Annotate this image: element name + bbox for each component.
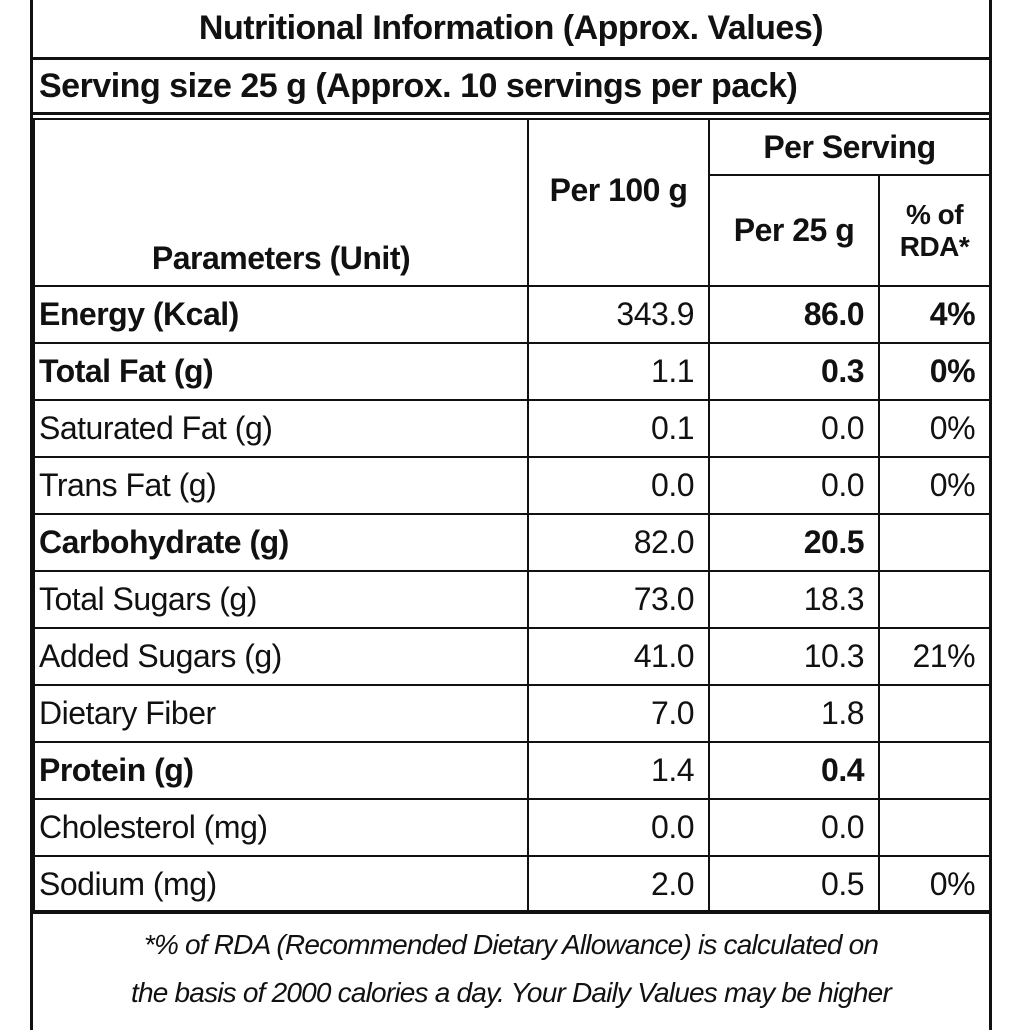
param-cell: Carbohydrate (g) bbox=[34, 514, 528, 571]
per100-cell: 41.0 bbox=[528, 628, 709, 685]
footnote bbox=[33, 910, 989, 1017]
per100-cell: 343.9 bbox=[528, 286, 709, 343]
per100-cell: 0.0 bbox=[528, 457, 709, 514]
rda-cell: 0% bbox=[879, 343, 990, 400]
param-cell: Cholesterol (mg) bbox=[34, 799, 528, 856]
per100-cell: 1.4 bbox=[528, 742, 709, 799]
table-row bbox=[34, 571, 990, 628]
rda-cell: 21% bbox=[879, 628, 990, 685]
nutrition-rows bbox=[34, 286, 990, 913]
per100-cell: 2.0 bbox=[528, 856, 709, 913]
param-cell: Trans Fat (g) bbox=[34, 457, 528, 514]
table-row bbox=[34, 685, 990, 742]
param-cell: Saturated Fat (g) bbox=[34, 400, 528, 457]
table-row bbox=[34, 628, 990, 685]
header-per-serving: Per Serving bbox=[709, 119, 990, 175]
table-row bbox=[34, 856, 990, 913]
table-row bbox=[34, 799, 990, 856]
table-row bbox=[34, 742, 990, 799]
rda-cell bbox=[879, 571, 990, 628]
per25-cell: 0.0 bbox=[709, 457, 879, 514]
rda-cell: 0% bbox=[879, 856, 990, 913]
per100-cell: 0.0 bbox=[528, 799, 709, 856]
per25-cell: 0.0 bbox=[709, 400, 879, 457]
table-row bbox=[34, 400, 990, 457]
footnote-line: the basis of 2000 calories a day. Your Daily Values may be higher bbox=[131, 977, 891, 1008]
rda-cell bbox=[879, 799, 990, 856]
rda-cell bbox=[879, 685, 990, 742]
per25-cell: 10.3 bbox=[709, 628, 879, 685]
serving-size: Serving size 25 g (Approx. 10 servings per pack) bbox=[33, 57, 989, 115]
nutrition-label bbox=[30, 0, 992, 1030]
per100-cell: 7.0 bbox=[528, 685, 709, 742]
per100-cell: 73.0 bbox=[528, 571, 709, 628]
table-row bbox=[34, 343, 990, 400]
rda-cell: 0% bbox=[879, 400, 990, 457]
per25-cell: 0.3 bbox=[709, 343, 879, 400]
per25-cell: 0.4 bbox=[709, 742, 879, 799]
param-cell: Added Sugars (g) bbox=[34, 628, 528, 685]
per100-cell: 1.1 bbox=[528, 343, 709, 400]
footnote-line: *% of RDA (Recommended Dietary Allowance) is calculated on bbox=[143, 929, 879, 960]
param-cell: Sodium (mg) bbox=[34, 856, 528, 913]
param-cell: Energy (Kcal) bbox=[34, 286, 528, 343]
header-row bbox=[34, 119, 990, 175]
rda-cell: 4% bbox=[879, 286, 990, 343]
param-cell: Dietary Fiber bbox=[34, 685, 528, 742]
param-cell: Total Sugars (g) bbox=[34, 571, 528, 628]
per25-cell: 86.0 bbox=[709, 286, 879, 343]
header-per-25g: Per 25 g bbox=[709, 175, 879, 286]
header-rda: % of RDA* bbox=[879, 175, 990, 286]
rda-cell: 0% bbox=[879, 457, 990, 514]
table-row bbox=[34, 457, 990, 514]
per25-cell: 0.0 bbox=[709, 799, 879, 856]
label-title: Nutritional Information (Approx. Values) bbox=[33, 0, 989, 60]
param-cell: Total Fat (g) bbox=[34, 343, 528, 400]
table-row bbox=[34, 286, 990, 343]
header-per-100g: Per 100 g bbox=[528, 119, 709, 286]
rda-cell bbox=[879, 742, 990, 799]
rda-cell bbox=[879, 514, 990, 571]
per100-cell: 0.1 bbox=[528, 400, 709, 457]
per25-cell: 20.5 bbox=[709, 514, 879, 571]
per25-cell: 1.8 bbox=[709, 685, 879, 742]
table-row bbox=[34, 514, 990, 571]
per25-cell: 0.5 bbox=[709, 856, 879, 913]
per100-cell: 82.0 bbox=[528, 514, 709, 571]
nutrition-table bbox=[33, 118, 991, 914]
per25-cell: 18.3 bbox=[709, 571, 879, 628]
header-parameters: Parameters (Unit) bbox=[34, 119, 528, 286]
param-cell: Protein (g) bbox=[34, 742, 528, 799]
